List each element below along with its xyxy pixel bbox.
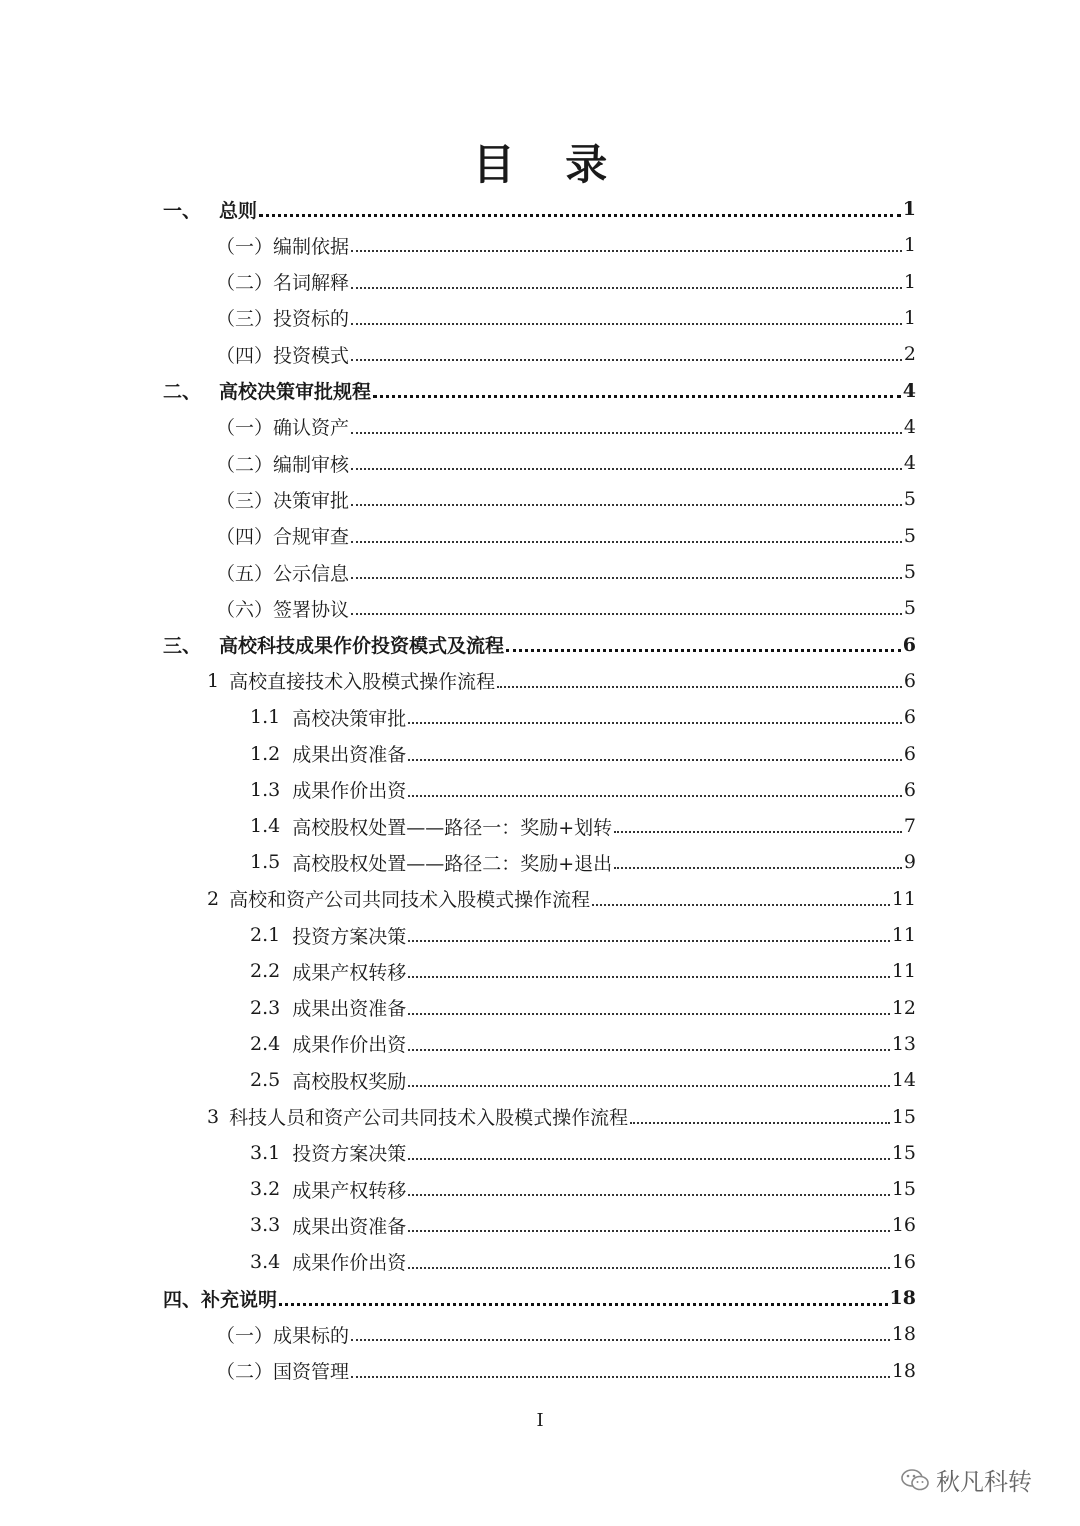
toc-entry-title: （一）成果标的 xyxy=(216,1324,350,1347)
dot-leader xyxy=(279,1303,888,1306)
dot-leader xyxy=(351,577,902,579)
page-number: I xyxy=(536,1410,544,1431)
toc-entry-page: 4 xyxy=(902,379,916,402)
toc-entry[interactable] xyxy=(163,191,916,227)
dot-leader xyxy=(351,1376,890,1378)
watermark-text: 秋凡科转 xyxy=(936,1468,1032,1496)
dot-leader xyxy=(351,287,902,289)
toc-entry[interactable] xyxy=(250,1207,916,1243)
dot-leader xyxy=(351,323,902,325)
dot-leader xyxy=(630,1122,890,1124)
toc-entry-title: （二）国资管理 xyxy=(216,1361,350,1384)
toc-entry[interactable] xyxy=(216,518,916,554)
toc-entry[interactable] xyxy=(216,554,916,590)
toc-entry[interactable] xyxy=(216,336,916,372)
dot-leader xyxy=(408,795,902,797)
dot-leader xyxy=(351,1339,890,1341)
toc-entry-page: 15 xyxy=(891,1178,916,1201)
toc-entry-number: 2.5 xyxy=(250,1069,281,1092)
dot-leader xyxy=(351,432,902,434)
toc-entry-title: 成果作价出资 xyxy=(292,1252,407,1275)
toc-entry-title: 成果产权转移 xyxy=(292,961,407,984)
toc-entry[interactable] xyxy=(163,627,916,663)
toc-entry-number: 1.2 xyxy=(250,742,281,765)
watermark xyxy=(900,1462,1032,1497)
toc-entry-number: 3 xyxy=(207,1105,220,1128)
toc-entry[interactable] xyxy=(216,445,916,481)
toc-entry-title: （三）投资标的 xyxy=(216,308,350,331)
dot-leader xyxy=(408,1267,890,1269)
toc-entry[interactable] xyxy=(250,953,916,989)
toc-entry[interactable] xyxy=(250,1171,916,1207)
toc-entry-page: 4 xyxy=(903,415,916,438)
toc-entry-page: 15 xyxy=(891,1141,916,1164)
toc-entry[interactable] xyxy=(250,917,916,953)
toc-entry[interactable] xyxy=(163,373,916,409)
toc-entry-page: 18 xyxy=(889,1287,916,1309)
toc-entry[interactable] xyxy=(216,264,916,300)
toc-entry-page: 5 xyxy=(903,488,916,511)
toc-entry-title: （二）编制审核 xyxy=(216,453,350,476)
toc-entry[interactable] xyxy=(216,1316,916,1352)
toc-entry[interactable] xyxy=(216,590,916,626)
dot-leader xyxy=(408,722,902,724)
toc-entry-title: （五）公示信息 xyxy=(216,562,350,585)
dot-leader xyxy=(408,940,890,942)
toc-entry-title: 成果作价出资 xyxy=(292,1034,407,1057)
toc-entry[interactable] xyxy=(250,1135,916,1171)
dot-leader xyxy=(614,867,902,869)
toc-entry-number: 1.1 xyxy=(250,706,281,729)
dot-leader xyxy=(351,359,902,361)
dot-leader xyxy=(373,395,901,398)
toc-entry-number: 2 xyxy=(207,887,220,910)
toc-entry[interactable] xyxy=(207,1099,916,1135)
wechat-icon xyxy=(900,1467,930,1493)
toc-entry[interactable] xyxy=(216,1353,916,1389)
toc-entry-title: 科技人员和资产公司共同技术入股模式操作流程 xyxy=(229,1107,629,1129)
dot-leader xyxy=(351,613,902,615)
toc-entry-page: 18 xyxy=(891,1359,916,1382)
toc-entry-number: 1.4 xyxy=(250,815,281,838)
toc-entry-page: 1 xyxy=(903,270,916,293)
toc-entry-number: 1.5 xyxy=(250,851,281,874)
toc-entry-page: 11 xyxy=(891,924,916,946)
toc-entry[interactable] xyxy=(216,300,916,336)
toc-entry[interactable] xyxy=(250,699,916,735)
toc-entry-number: 2.3 xyxy=(250,996,281,1019)
toc-entry-title: 成果出资准备 xyxy=(292,1215,407,1238)
toc-entry[interactable] xyxy=(250,736,916,772)
toc-entry-page: 6 xyxy=(903,742,916,765)
toc-entry-number: 三、 xyxy=(163,635,202,658)
toc-entry-page: 1 xyxy=(903,306,916,329)
toc-entry-title: 四、补充说明 xyxy=(163,1288,278,1311)
toc-entry-title: （四）投资模式 xyxy=(216,344,350,367)
toc-entry[interactable] xyxy=(250,1026,916,1062)
toc-entry[interactable] xyxy=(207,881,916,917)
dot-leader xyxy=(506,649,901,652)
toc-entry-page: 4 xyxy=(903,452,916,475)
dot-leader xyxy=(408,976,890,978)
toc-entry-page: 12 xyxy=(891,996,916,1019)
toc-entry[interactable] xyxy=(216,409,916,445)
dot-leader xyxy=(351,250,902,252)
dot-leader xyxy=(408,1230,890,1232)
toc-entry-page: 11 xyxy=(891,887,916,910)
dot-leader xyxy=(497,686,902,688)
toc-entry-number: 1 xyxy=(207,669,220,692)
dot-leader xyxy=(408,1158,890,1160)
toc-entry-title: 总则 xyxy=(219,199,258,222)
toc-entry-page: 7 xyxy=(903,815,916,838)
toc-entry-title: 高校股权处置——路径一：奖励+划转 xyxy=(292,816,613,839)
dot-leader xyxy=(408,759,902,761)
toc-entry-page: 5 xyxy=(903,524,916,547)
toc-entry-title: （二）名词解释 xyxy=(216,272,350,295)
dot-leader xyxy=(614,831,902,833)
dot-leader xyxy=(408,1013,890,1015)
toc-entry-page: 5 xyxy=(903,597,916,620)
toc-entry-title: 高校决策审批规程 xyxy=(219,381,372,403)
dot-leader xyxy=(408,1085,890,1087)
toc-entry-title: （三）决策审批 xyxy=(216,489,350,512)
toc-entry[interactable] xyxy=(216,481,916,517)
toc-entry-title: （一）编制依据 xyxy=(216,235,350,258)
page-title: 目 录 xyxy=(472,140,626,189)
toc-entry-page: 13 xyxy=(891,1032,916,1055)
toc-entry-number: 一、 xyxy=(163,199,202,222)
toc-entry-title: 高校科技成果作价投资模式及流程 xyxy=(219,635,505,658)
toc-entry-title: 投资方案决策 xyxy=(292,1143,407,1166)
toc-entry-title: 高校决策审批 xyxy=(292,707,407,730)
toc-entry-page: 14 xyxy=(891,1069,916,1092)
toc-entry-title: 投资方案决策 xyxy=(292,925,407,948)
dot-leader xyxy=(408,1194,890,1196)
toc-entry[interactable] xyxy=(163,1280,916,1316)
toc-entry[interactable] xyxy=(207,663,916,699)
dot-leader xyxy=(351,504,902,506)
toc-entry-number: 二、 xyxy=(163,381,202,403)
toc-entry[interactable] xyxy=(216,227,916,263)
toc-entry-number: 3.3 xyxy=(250,1214,281,1237)
toc-entry[interactable] xyxy=(250,772,916,808)
toc-entry-title: 高校股权处置——路径二：奖励+退出 xyxy=(292,852,613,875)
toc-entry-title: 高校和资产公司共同技术入股模式操作流程 xyxy=(229,889,591,912)
toc-entry-page: 15 xyxy=(891,1105,916,1128)
toc-entry-page: 18 xyxy=(891,1323,916,1346)
toc-entry-number: 2.2 xyxy=(250,960,281,983)
toc-entry-number: 3.2 xyxy=(250,1178,281,1201)
toc-entry[interactable] xyxy=(250,844,916,880)
toc-entry-number: 2.1 xyxy=(250,924,281,946)
toc-entry[interactable] xyxy=(250,1062,916,1098)
toc-entry-page: 1 xyxy=(902,198,916,220)
toc-entry[interactable] xyxy=(250,990,916,1026)
dot-leader xyxy=(351,541,902,543)
toc-entry-page: 2 xyxy=(903,343,916,366)
toc-entry[interactable] xyxy=(250,1244,916,1280)
toc-entry[interactable] xyxy=(250,808,916,844)
dot-leader xyxy=(259,214,901,217)
toc-entry-title: （一）确认资产 xyxy=(216,417,350,440)
toc-entry-title: 成果出资准备 xyxy=(292,744,407,766)
toc-entry-page: 9 xyxy=(903,851,916,874)
toc-entry-page: 16 xyxy=(891,1250,916,1273)
toc-entry-number: 3.1 xyxy=(250,1141,281,1164)
toc-entry-number: 1.3 xyxy=(250,778,281,801)
toc-entry-number: 2.4 xyxy=(250,1032,281,1055)
dot-leader xyxy=(351,468,902,470)
toc-entry-number: 3.4 xyxy=(250,1250,281,1273)
toc-entry-title: 高校直接技术入股模式操作流程 xyxy=(229,671,496,694)
toc-entry-page: 6 xyxy=(903,778,916,801)
toc-entry-page: 6 xyxy=(903,706,916,729)
toc-entry-title: 成果产权转移 xyxy=(292,1179,407,1202)
toc-entry-page: 6 xyxy=(903,669,916,692)
toc-entry-title: 成果作价出资 xyxy=(292,780,407,803)
toc-entry-title: 高校股权奖励 xyxy=(292,1070,407,1093)
toc-entry-page: 16 xyxy=(891,1214,916,1237)
toc-entry-title: （四）合规审查 xyxy=(216,526,350,549)
toc-entry-title: （六）签署协议 xyxy=(216,598,350,621)
toc-entry-title: 成果出资准备 xyxy=(292,998,407,1021)
toc-entry-page: 11 xyxy=(891,960,916,983)
dot-leader xyxy=(408,1049,890,1051)
toc-entry-page: 6 xyxy=(902,633,916,656)
dot-leader xyxy=(592,904,890,906)
toc-entry-page: 5 xyxy=(903,561,916,583)
toc-entry-page: 1 xyxy=(903,234,916,257)
